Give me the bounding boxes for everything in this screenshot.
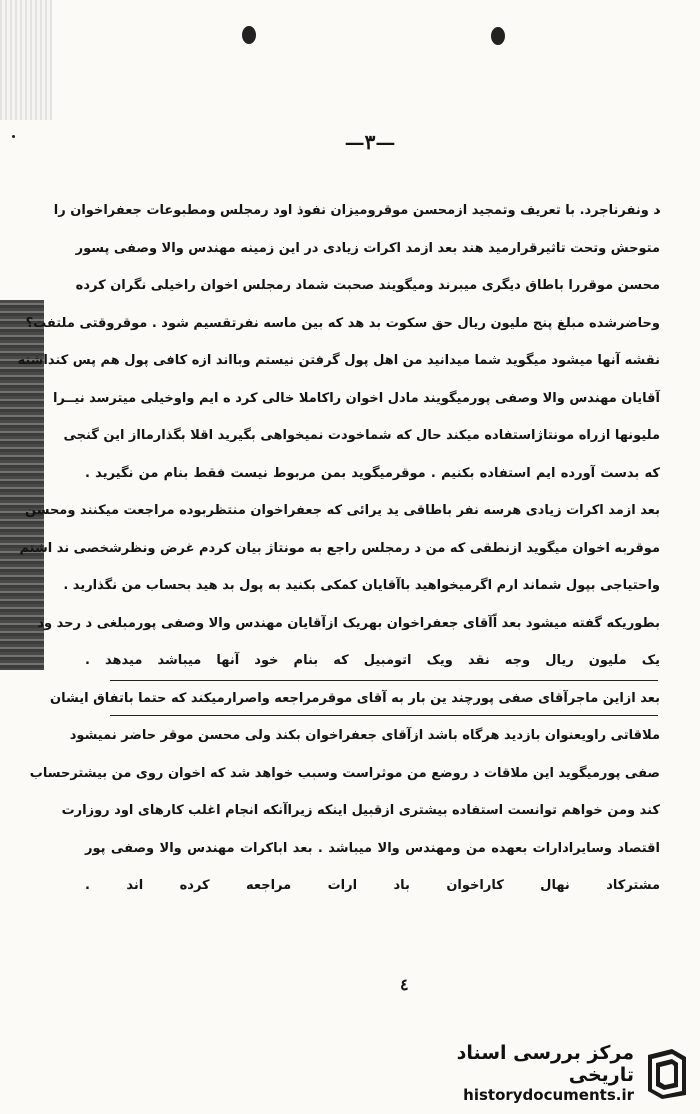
text-line: ملیونها ازراه مونتاژاستفاده میکند حال که شماخودت نمیخواهی بگیرید اقلا بگذارمااز این گنجی: [63, 428, 660, 443]
underline-rule: [110, 680, 658, 681]
text-line: صفی پورمیگوید این ملاقات د روضع من موثراست وسبب خواهد شد که اخوان روی من بیشترحساب: [29, 765, 660, 781]
text-line: کند ومن خواهم توانست استفاده بیشتری ازقبیل اینکه زیراآنکه انجام اغلب کارهای اود روزارت: [61, 803, 660, 818]
punch-hole-left: [242, 26, 256, 44]
speck: [12, 135, 15, 138]
text-line: وحاضرشده مبلغ پنج ملیون ریال حق سکوت بد هد که بین ماسه نفرتقسیم شود . موقروقتی ملتفت؟: [25, 315, 660, 331]
footer-mark: ٤: [400, 975, 409, 994]
text-line: اقتصاد وسایرادارات بعهده من ومهندس والا میباشد . بعد اباکرات مهندس والا وصفی پور: [85, 840, 660, 856]
watermark-url: historydocuments.ir: [463, 1086, 634, 1104]
archive-book-icon: [642, 1045, 692, 1101]
underline-rule: [110, 715, 658, 716]
watermark-text: [402, 1042, 634, 1104]
text-line: یک ملیون ریال وجه نقد ویک اتومبیل که بنام خود آنها میباشد میدهد .: [85, 653, 660, 668]
text-line: محسن موقررا باطاق دیگری میبرند ومیگویند صحبت شماد رمجلس اخوان راخیلی نگران کرده: [75, 278, 660, 293]
text-line: بعد ازمد اکرات زیادی هرسه نفر باطاقی ید یرائی که جعفراخوان منتظربوده مراجعت میکنند ومحسن: [25, 503, 660, 518]
text-line: آقایان مهندس والا وصفی پورمیگویند مادل اخوان راکاملا خالی کرد ه ایم واوخیلی میترسد نیــرا: [52, 390, 660, 406]
watermark: [402, 1040, 692, 1106]
punch-hole-right: [491, 27, 505, 45]
text-line: بعد ازاین ماجرآقای صفی پورچند ین بار به آقای موقرمراجعه واصرارمیکند که حتما باتفاق ایشان: [50, 690, 660, 706]
text-line: د ونفرناجرد. با تعریف وتمجید ازمحسن موقرومیزان نفوذ اود رمجلس ومطبوعات جعفراخوان را: [53, 203, 660, 218]
page-number: —٣—: [344, 130, 396, 154]
scan-edge-noise: [0, 0, 52, 120]
text-line: نقشه آنها میشود میگوید شما میدانید من اهل پول گرفتن نیستم وبااند ازه کافی پول هم پس کنداشته: [17, 353, 660, 368]
text-line: بطوریکه گفته میشود بعد اًآقای جعفراخوان بهریک ازآقایان مهندس والا وصفی پورمبلغی د رحد ود: [37, 615, 660, 631]
text-line: که بدست آورده ایم استفاده بکنیم . موقرمیگوید بمن مربوط نیست فقط بنام من نگیرید .: [85, 465, 660, 481]
text-line: موقربه اخوان میگوید ازنطقی که من د رمجلس راجع به مونتاژ بیان کردم غرض ونظرشخصی ند اشتم: [19, 540, 660, 556]
text-line: واحتیاجی بپول شماند ارم اگرمیخواهید باآقایان کمکی بکنید به پول بد هید بحساب من نگذارید .: [63, 578, 660, 593]
text-line: مشترکاد نهال کاراخوان باد ارات مراجعه کرده اند .: [85, 878, 660, 893]
watermark-title: مرکز بررسی اسناد تاریخی: [456, 1042, 634, 1086]
document-body: [17, 192, 660, 905]
text-line: ملاقاتی راویعنوان بازدید هرگاه باشد ازآقای جعفراخوان بکند ولی محسن موقر حاضر نمیشود: [69, 728, 660, 743]
text-line: متوحش وتحت تاثیرقرارمید هند بعد ازمد اکرات زیادی در این زمینه مهندس والا وصفی پسور: [75, 240, 660, 256]
